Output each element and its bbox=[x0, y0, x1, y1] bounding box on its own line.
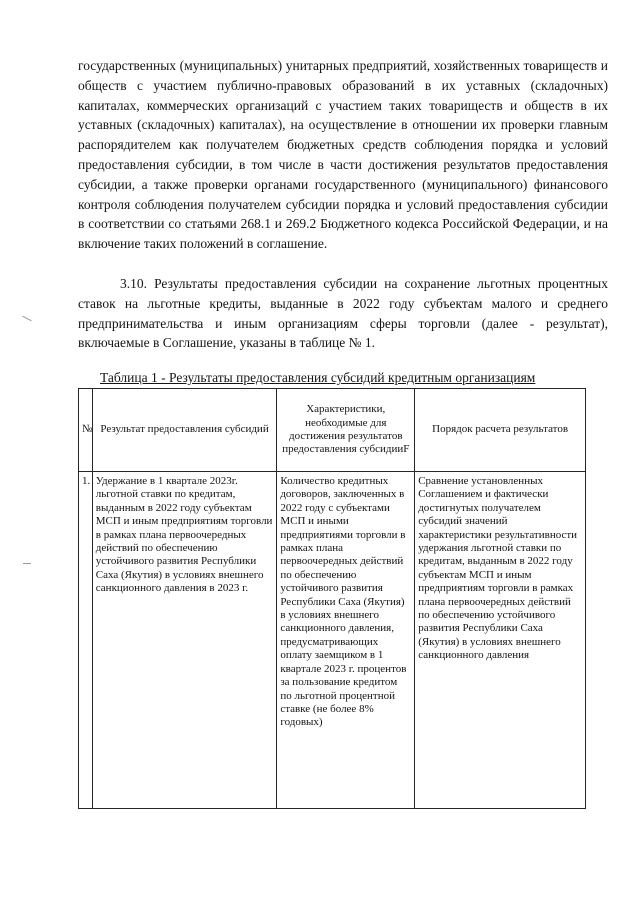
header-number: № bbox=[79, 389, 93, 472]
body-paragraph-1: государственных (муниципальных) унитарных предприятий, хозяйственных товариществ и обществ с участием публично-правовых образований в их уставных (складочных) капиталах, коммерческих организаций с участием таких товариществ и обществ в их уставных (складочных) капиталах), на осуществление в отношении их проверки главным распорядителем как получателем бюджетных средств соблюдения порядка и условий предоставления субсидии, в том числе в части достижения результатов предоставления субсидии, а также проверки органами государственного (муниципального) финансового контроля соблюдения получателем субсидии порядка и условий предоставления субсидии в соответствии со статьями 268.1 и 269.2 Бюджетного кодекса Российской Федерации, и на включение таких положений в соглашение. bbox=[78, 58, 608, 252]
results-table bbox=[78, 388, 586, 809]
table-row bbox=[79, 472, 586, 809]
header-calculation: Порядок расчета результатов bbox=[415, 389, 586, 472]
margin-scan-mark bbox=[22, 316, 31, 322]
table-header-row bbox=[79, 389, 586, 472]
header-characteristics: Характеристики, необходимые для достижения результатов предоставления субсидииF bbox=[277, 389, 415, 472]
cell-result: Удержание в 1 квартале 2023г. льготной ставки по кредитам, выданным в 2022 году субъектам МСП и иным предприятиям торговли в рамках плана первоочередных действий по обеспечению устойчивого развития Республики Саха (Якутия) в условиях внешнего санкционного давления в 2023 г. bbox=[92, 472, 277, 809]
table-caption: Таблица 1 - Результаты предоставления субсидий кредитным организациям bbox=[100, 370, 536, 385]
cell-number: 1. bbox=[79, 472, 93, 809]
cell-calculation: Сравнение установленных Соглашением и фактически достигнутых получателем субсидий значений характеристики результативности удержания льготной ставки по кредитам, выданным в 2022 году субъектам МСП и иным предприятиям торговли в рамках плана первоочередных действий по обеспечению устойчивого развития Республики Саха (Якутия) в условиях внешнего санкционного давления bbox=[415, 472, 586, 809]
margin-scan-mark bbox=[23, 563, 31, 564]
body-paragraph-2: 3.10. Результаты предоставления субсидии на сохранение льготных процентных ставок на льготные кредиты, выданные в 2022 году субъектам малого и среднего предпринимательства и иным организациям сферы торговли (далее - результат), включаемые в Соглашение, указаны в таблице № 1. bbox=[78, 276, 608, 351]
cell-characteristics: Количество кредитных договоров, заключенных в 2022 году с субъектами МСП и иными предприятиями торговли в рамках плана первоочередных действий по обеспечению устойчивого развития Республики Саха (Якутия) в условиях внешнего санкционного давления, предусматривающих оплату заемщиком в 1 квартале 2023 г. процентов за пользование кредитом по льготной процентной ставке (не более 8% годовых) bbox=[277, 472, 415, 809]
header-result: Результат предоставления субсидий bbox=[92, 389, 277, 472]
